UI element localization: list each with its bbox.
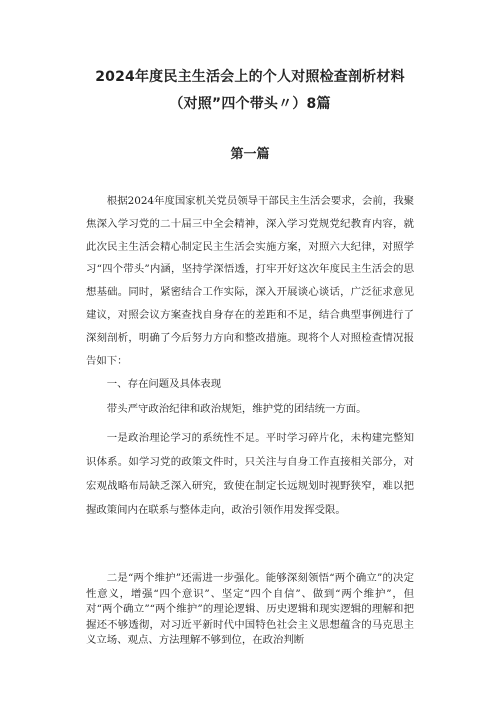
paragraph-text: 一、存在问题及具体表现 <box>106 378 222 390</box>
paragraph-text: 根据2024年度国家机关党员领导干部民主生活会要求，会前，我聚焦深入学习党的二十届三中全会精神，深入学习党规党纪教育内容，就此次民主生活会精心制定民主生活会实施方案，对照六大纪律，对照学习“四个带头”内涵，坚持学深悟透，打牢开好这次年度民主生活会的思想基础。同时，紧密结合工作实际，深入开展谈心谈话，广泛征求意见建议，对照会议方案查找自身存在的差距和不足，结合典型事例进行了深刻剖析，明确了今后努力方向和整改措施。现将个人对照检查情况报告如下： <box>86 195 414 367</box>
paragraph-text: 二是“两个维护”还需进一步强化。能够深刻领悟“两个确立”的决定性意义，增强“四个意识”、坚定“四个自信”、做到“两个维护”，但对“两个确立”“两个维护”的理论逻辑、历史逻辑和现实逻辑的理解和把握还不够透彻，对习近平新时代中国特色社会主义思想蕴含的马克思主义立场、观点、方法理解不够到位，在政治判断 <box>86 572 414 646</box>
document-title: 2024年度民主生活会上的个人对照检查剖析材料 <box>95 69 405 85</box>
paragraph-text: 带头严守政治纪律和政治规矩，维护党的团结统一方面。 <box>106 403 367 415</box>
paragraph-section-heading <box>86 373 414 395</box>
paragraph-subheading <box>86 398 414 420</box>
paragraph-point-two <box>86 571 414 649</box>
section-heading: 第一篇 <box>230 147 270 162</box>
paragraph-intro <box>86 190 414 372</box>
document-subtitle: （对照”四个带头〃）8篇 <box>169 96 331 112</box>
paragraph-point-one <box>86 426 414 522</box>
paragraph-text: 一是政治理论学习的系统性不足。平时学习碎片化，未构建完整知识体系。如学习党的政策文件时，只关注与自身工作直接相关部分，对宏观战略布局缺乏深入研究，致使在制定长远规划时视野狭窄，难以把握政策间内在联系与整体走向，政治引领作用发挥受限。 <box>86 432 414 516</box>
